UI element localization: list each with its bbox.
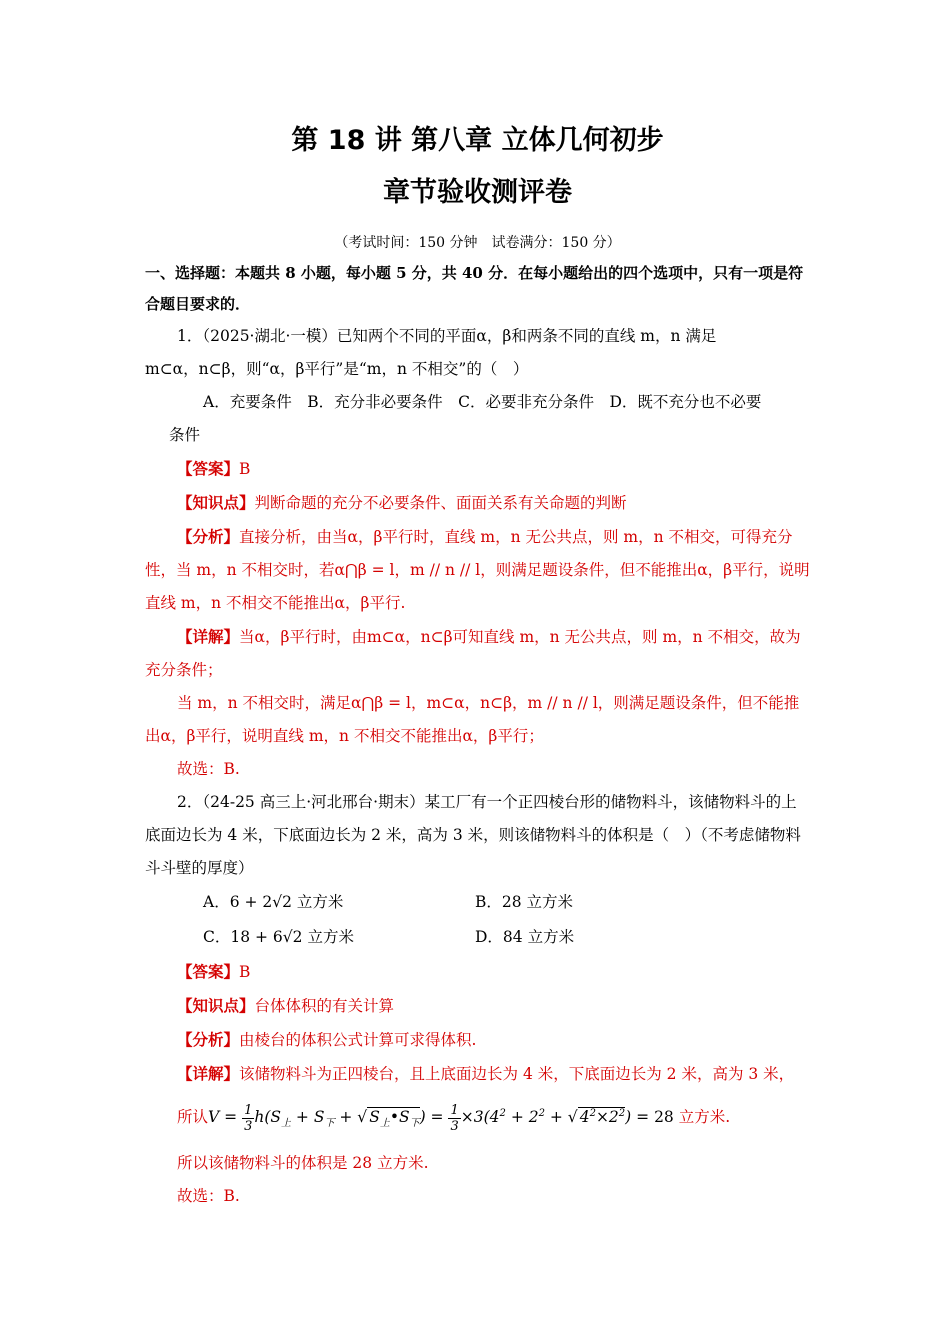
analysis-tag: 【分析】 [177, 527, 240, 546]
answer-tag: 【答案】 [177, 459, 240, 478]
analysis-tag: 【分析】 [177, 1030, 240, 1049]
page-subtitle: 章节验收测评卷 [383, 177, 572, 208]
q1-choose: 故选：B. [177, 760, 240, 778]
analysis-text: 由棱台的体积公式计算可求得体积. [239, 1031, 477, 1049]
fraction-one-third-2: $\frac{1}{3}$ [450, 1102, 459, 1134]
knowledge-text: 台体体积的有关计算 [254, 997, 395, 1015]
q1-answer [145, 452, 810, 486]
section-heading: 一、选择题：本题共 8 小题，每小题 5 分，共 40 分．在每小题给出的四个选项中，只有一项是符合题目要求的． [145, 264, 804, 313]
q2-stem: 2．（24-25 高三上·河北邢台·期末）某工厂有一个正四棱台形的储物料斗，该储物料斗的上底面边长为 4 米，下底面边长为 2 米，高为 3 米，则该储物料斗的体积是（ ）（不考虑储物料斗斗壁的厚度） [145, 793, 801, 877]
q2-option-d: D．84 立方米 [475, 928, 575, 946]
analysis-text: 直接分析，由当α，β平行时，直线 m，n 无公共点，则 m，n 不相交，可得充分性，当 m，n 不相交时，若α⋂β = l，m // n // l，则满足题设条件，但不能推出α，β平行，说明直线 m，n 不相交不能推出α，β平行. [145, 528, 810, 612]
document-page [145, 110, 810, 1213]
detail-text: 当α，β平行时，由m⊂α，n⊂β可知直线 m，n 无公共点，则 m，n 不相交，故为充分条件； [145, 628, 801, 679]
q1-analysis [145, 520, 810, 620]
q2-option-b: B．28 立方米 [475, 893, 574, 911]
knowledge-tag: 【知识点】 [177, 493, 255, 512]
q1-stem-line1: 1．（2025·湖北·一模）已知两个不同的平面α，β和两条不同的直线 m，n 满足 [177, 327, 717, 345]
formula-result: = 28 [636, 1108, 674, 1127]
answer-value: B [239, 963, 251, 981]
formula-body: V = $\frac{1}{3}$ $h(S_上 + S_下$ + √ $S_上•S_下$) = $\frac{1}{3}$ $\times 3(4^2 + 2^2$ + √ $4^2\times 2^2$) [208, 1102, 637, 1134]
q2-knowledge [145, 989, 810, 1023]
answer-value: B [239, 460, 251, 478]
detail-tag: 【详解】 [177, 1064, 240, 1083]
q1-knowledge [145, 486, 810, 520]
formula-prefix: 所认 [177, 1108, 209, 1127]
q1-stem-line2: m⊂α，n⊂β，则“α，β平行”是“m，n 不相交”的（ ） [145, 360, 529, 378]
q1-options: A．充要条件 B．充分非必要条件 C．必要非充分条件 D．既不充分也不必要 [203, 393, 762, 411]
q1-detail [145, 620, 810, 687]
q2-options-row2 [145, 920, 810, 955]
page-title: 第 18 讲 第八章 立体几何初步 [291, 125, 664, 156]
formula-unit: 立方米. [678, 1108, 731, 1127]
q2-conclusion: 所以该储物料斗的体积是 28 立方米. [177, 1154, 429, 1173]
q2-detail [145, 1057, 810, 1091]
detail-text: 该储物料斗为正四棱台，且上底面边长为 4 米，下底面边长为 2 米，高为 3 米， [239, 1065, 795, 1083]
detail-tag: 【详解】 [177, 627, 240, 646]
knowledge-tag: 【知识点】 [177, 996, 255, 1015]
q2-options-row1 [145, 885, 810, 920]
volume-formula [145, 1091, 810, 1147]
answer-tag: 【答案】 [177, 962, 240, 981]
q2-answer [145, 955, 810, 989]
q2-choose: 故选：B. [177, 1187, 240, 1206]
q2-option-c: C．18 + 6√2 立方米 [203, 928, 354, 946]
fraction-one-third: $\frac{1}{3}$ [244, 1102, 253, 1134]
q2-analysis [145, 1023, 810, 1057]
q1-options-cont: 条件 [169, 426, 201, 444]
exam-info: （考试时间：150 分钟 试卷满分：150 分） [334, 235, 621, 251]
knowledge-text: 判断命题的充分不必要条件、面面关系有关命题的判断 [254, 494, 627, 512]
q1-detail-2: 当 m，n 不相交时，满足α⋂β = l，m⊂α，n⊂β，m // n // l，则满足题设条件，但不能推出α，β平行，说明直线 m，n 不相交不能推出α，β平行； [145, 694, 800, 745]
q2-option-a: A．6 + 2√2 立方米 [203, 893, 344, 911]
